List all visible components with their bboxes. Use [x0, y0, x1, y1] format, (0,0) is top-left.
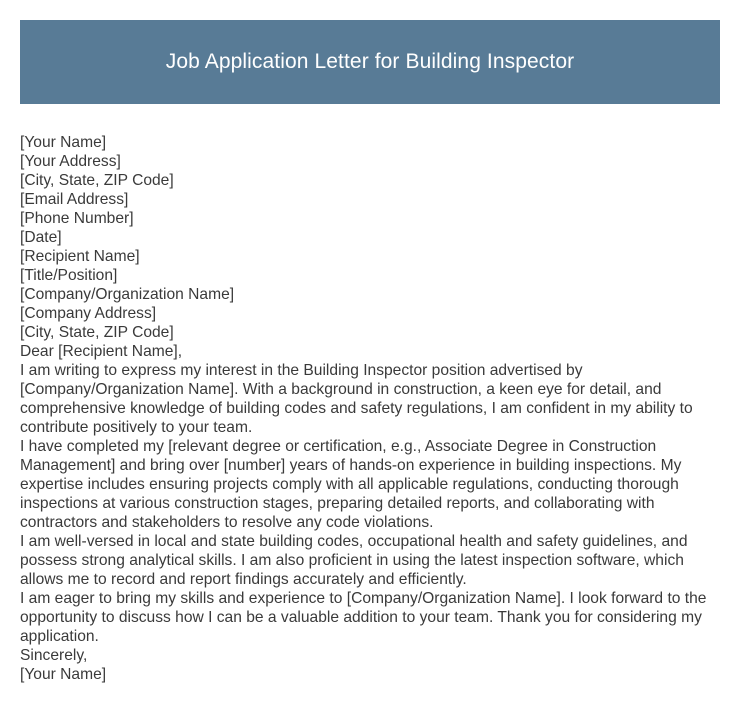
recipient-address: [Company Address]	[20, 305, 157, 322]
salutation: Dear [Recipient Name],	[20, 343, 183, 360]
letter-date: [Date]	[20, 229, 62, 246]
sender-name: [Your Name]	[20, 134, 107, 151]
recipient-name: [Recipient Name]	[20, 248, 140, 265]
paragraph-interest: I am writing to express my interest in the Building Inspector position advertised by [Company/Organization Name]. With a background in construction, a keen eye for detail, and comprehensive knowledge of building codes and safety regulations, I am confident in my ability to contribute positively to your team.	[20, 362, 693, 436]
letter-body	[20, 133, 720, 684]
sender-email: [Email Address]	[20, 191, 129, 208]
recipient-company: [Company/Organization Name]	[20, 286, 235, 303]
signature: [Your Name]	[20, 666, 107, 683]
recipient-title: [Title/Position]	[20, 267, 118, 284]
sender-address: [Your Address]	[20, 153, 121, 170]
paragraph-experience: I have completed my [relevant degree or certification, e.g., Associate Degree in Construction Management] and bring over [number] years of hands-on experience in building inspections. My expertise includes ensuring projects comply with all applicable regulations, conducting thorough inspections at various construction stages, preparing detailed reports, and collaborating with contractors and stakeholders to resolve any code violations.	[20, 438, 682, 531]
sender-phone: [Phone Number]	[20, 210, 134, 227]
page-title: Job Application Letter for Building Inspector	[165, 50, 575, 73]
closing: Sincerely,	[20, 647, 88, 664]
paragraph-skills: I am well-versed in local and state building codes, occupational health and safety guidelines, and possess strong analytical skills. I am also proficient in using the latest inspection software, which allows me to record and report findings accurately and efficiently.	[20, 533, 688, 588]
letter-title-banner	[20, 20, 720, 104]
sender-city-state-zip: [City, State, ZIP Code]	[20, 172, 174, 189]
recipient-city-state-zip: [City, State, ZIP Code]	[20, 324, 174, 341]
paragraph-closing-remarks: I am eager to bring my skills and experience to [Company/Organization Name]. I look forward to the opportunity to discuss how I can be a valuable addition to your team. Thank you for considering my application.	[20, 590, 707, 645]
